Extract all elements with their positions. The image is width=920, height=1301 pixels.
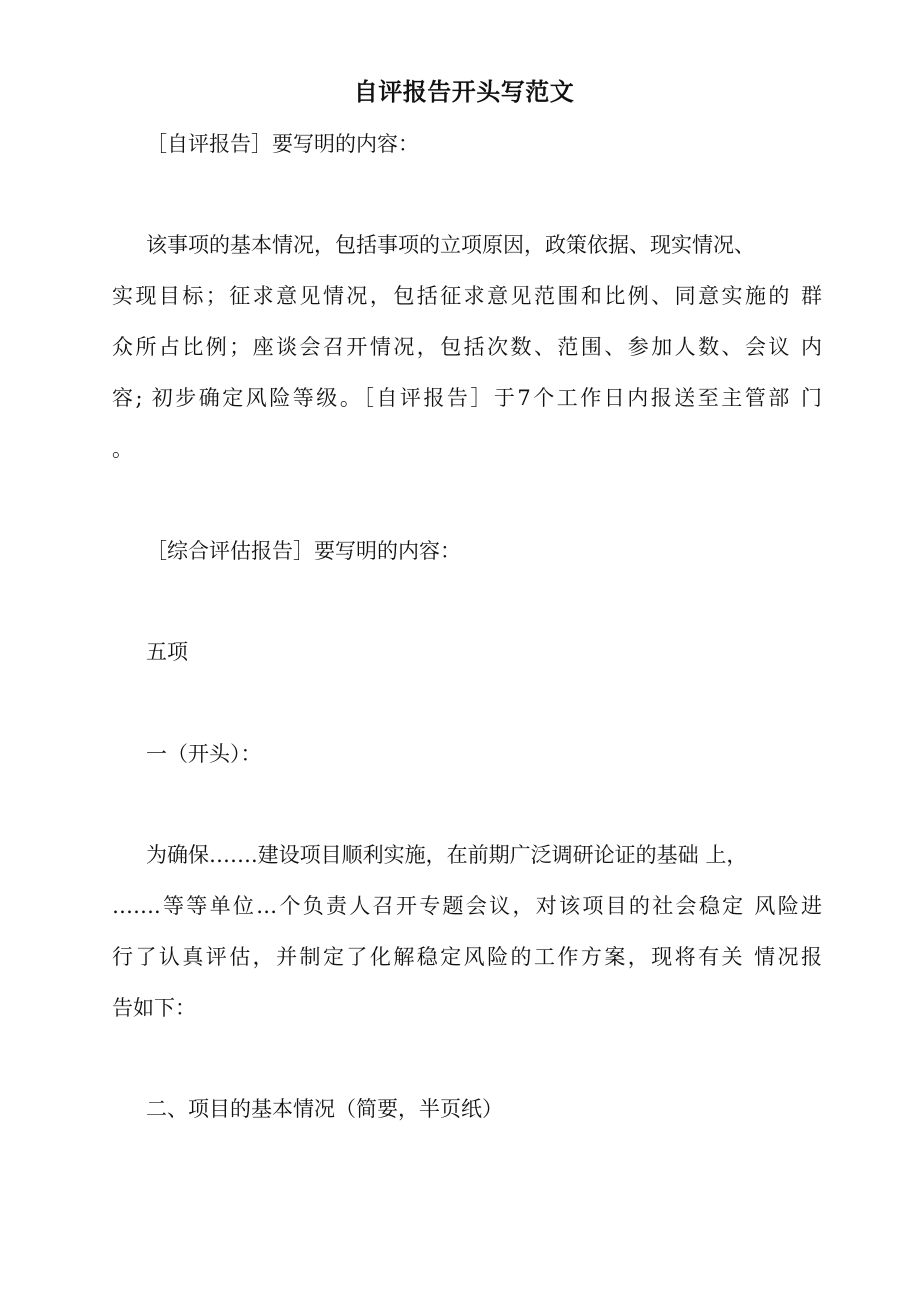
paragraph-line: 为确保…….建设项目顺利实施，在前期广泛调研论证的基础 上，	[146, 843, 748, 867]
paragraph-line: 。	[112, 437, 133, 461]
paragraph-line: 该事项的基本情况，包括事项的立项原因，政策依据、现实情况、	[146, 233, 755, 257]
section-one-heading: 一（开头）：	[146, 742, 262, 766]
document-title: 自评报告开头写范文	[353, 77, 575, 106]
paragraph-line: 行了认真评估，并制定了化解稳定风险的工作方案，现将有关 情况报	[112, 945, 822, 969]
section-two-heading: 二、项目的基本情况（简要，半页纸）	[146, 1097, 503, 1121]
paragraph-line: 众所占比例；座谈会召开情况，包括次数、范围、参加人数、会议 内	[112, 335, 822, 359]
paragraph-line: 实现目标；征求意见情况，包括征求意见范围和比例、同意实施的 群	[112, 284, 822, 308]
comprehensive-report-heading: ［综合评估报告］要写明的内容：	[146, 539, 461, 563]
paragraph-line: 容; 初步确定风险等级。［自评报告］于7个工作日内报送至主管部 门	[112, 386, 822, 410]
paragraph-line: …….等等单位…个负责人召开专题会议，对该项目的社会稳定 风险进	[112, 894, 822, 918]
self-report-heading: ［自评报告］要写明的内容：	[146, 132, 419, 156]
five-items-label: 五项	[146, 640, 188, 664]
paragraph-line: 告如下：	[112, 996, 196, 1020]
